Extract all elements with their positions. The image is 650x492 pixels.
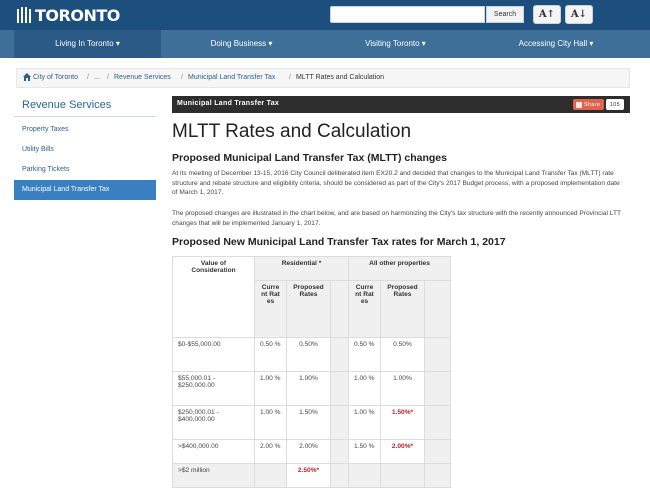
search-button[interactable]: Search (486, 6, 524, 23)
sidebar-item-parking-tickets[interactable]: Parking Tickets (22, 166, 70, 173)
section-bar-title: Municipal Land Transfer Tax (177, 100, 280, 107)
subheader-res-current: Current Rates (255, 281, 287, 338)
nav-accessing-city-hall[interactable]: Accessing City Hall ▾ (518, 39, 594, 48)
sidebar-divider (14, 116, 156, 117)
nav-doing-business[interactable]: Doing Business ▾ (210, 39, 273, 48)
nav-visiting-toronto[interactable]: Visiting Toronto ▾ (365, 39, 426, 48)
share-count: 105 (606, 99, 624, 110)
font-increase-button[interactable]: A↑ (533, 5, 561, 24)
search-input[interactable] (330, 6, 485, 23)
heading-new-rates: Proposed New Municipal Land Transfer Tax rates for March 1, 2017 (172, 236, 506, 248)
paragraph-council-decision: At its meeting of December 13-15, 2016 City Council deliberated item EX20.2 and decided that changes to the Municipal Land Transfer Tax (MLTT) rate structure and rebate structure and eligibility criteria, should be considered as part of the City's 2017 Budget process, with a proposed implementation date of March 1, 2017. (172, 170, 620, 196)
font-decrease-button[interactable]: A↓ (565, 5, 593, 24)
breadcrumb: City of Toronto / ... / Revenue Services / Municipal Land Transfer Tax / MLTT Rates and Calculation (16, 68, 630, 88)
breadcrumb-ellipsis[interactable]: ... (94, 74, 100, 81)
main-nav (0, 30, 650, 58)
breadcrumb-mltt[interactable]: Municipal Land Transfer Tax (188, 74, 276, 81)
table-row: $250,000.01 - $400,000.00 1.00 % 1.50% 1.00 % 1.50%* (173, 406, 451, 440)
header-all-other: All other properties (349, 257, 451, 281)
paragraph-proposed-changes: The proposed changes are illustrated in the chart below, and are based on harmonizing the City's tax structure with the recently announced Provincial LTT changes that will be implemented January 1, 2017. (172, 210, 621, 227)
section-bar (172, 96, 630, 113)
breadcrumb-revenue-services[interactable]: Revenue Services (114, 74, 171, 81)
breadcrumb-current: MLTT Rates and Calculation (296, 74, 385, 81)
table-row: >$400,000.00 2.00 % 2.00% 1.50 % 2.00%* (173, 440, 451, 464)
home-icon (23, 73, 31, 81)
nav-living-in-toronto[interactable]: Living In Toronto ▾ (14, 30, 161, 58)
table-row: $0-$55,000.00 0.50 % 0.50% 0.50 % 0.50% (173, 338, 451, 372)
share-icon (576, 102, 582, 108)
sidebar-item-property-taxes[interactable]: Property Taxes (22, 126, 69, 133)
city-hall-icon (16, 6, 32, 24)
page-title: MLTT Rates and Calculation (172, 121, 412, 142)
table-row: $55,000.01 - $250,000.00 1.00 % 1.00% 1.00 % 1.00% (173, 372, 451, 406)
heading-proposed-changes: Proposed Municipal Land Transfer Tax (MLTT) changes (172, 152, 447, 164)
header-residential: Residential * (255, 257, 349, 281)
header-value-of-consideration: Value of Consideration (173, 257, 255, 338)
top-bar (0, 0, 650, 30)
sidebar-title[interactable]: Revenue Services (22, 99, 112, 111)
table-row: >$2 million 2.50%* (173, 464, 451, 488)
sidebar-item-mltt[interactable]: Municipal Land Transfer Tax (14, 180, 156, 200)
subheader-oth-proposed: Proposed Rates (381, 281, 425, 338)
subheader-oth-current: Current Rates (349, 281, 381, 338)
toronto-logo[interactable] (16, 5, 120, 25)
logo-text: TORONTO (35, 5, 120, 25)
share-label: Share (584, 101, 601, 108)
rates-table (172, 256, 451, 488)
subheader-res-proposed: Proposed Rates (287, 281, 331, 338)
share-button[interactable] (573, 99, 604, 110)
breadcrumb-city-of-toronto[interactable]: City of Toronto (33, 74, 79, 81)
sidebar-item-utility-bills[interactable]: Utility Bills (22, 146, 54, 153)
